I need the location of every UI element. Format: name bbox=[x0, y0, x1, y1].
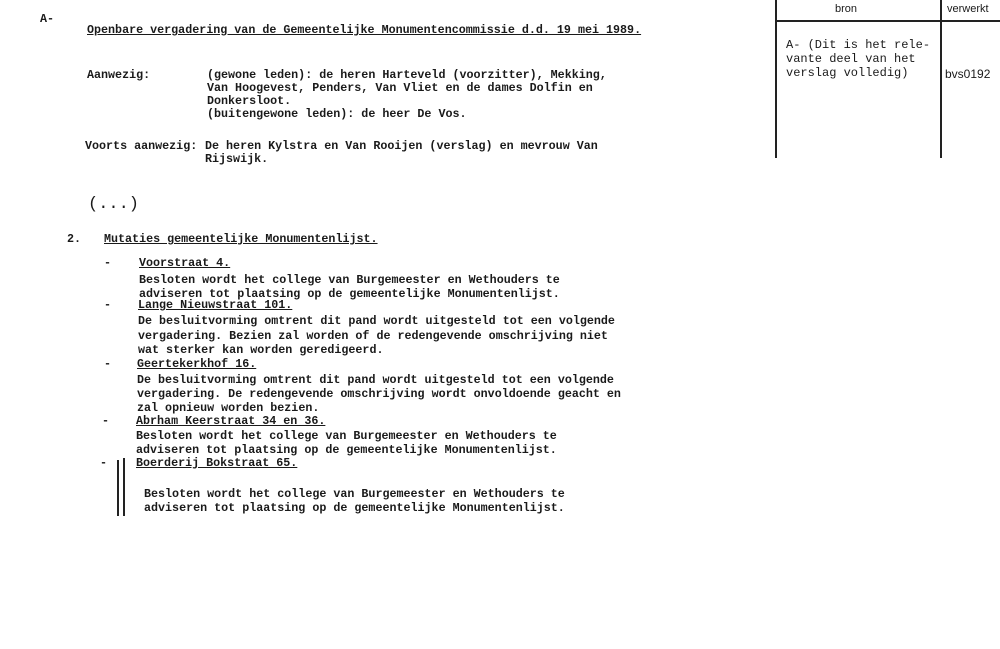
section-title: Mutaties gemeentelijke Monumentenlijst. bbox=[104, 232, 378, 246]
item-line: De besluitvorming omtrent dit pand wordt uitgesteld tot een volgende bbox=[138, 314, 615, 328]
ellipsis: (...) bbox=[88, 195, 140, 214]
bron-line: verslag volledig) bbox=[786, 66, 909, 80]
table-header-divider bbox=[775, 20, 1000, 22]
item-bullet: - bbox=[104, 357, 112, 371]
aanwezig-line: (gewone leden): de heren Harteveld (voorzitter), Mekking, bbox=[207, 68, 607, 82]
item-line: adviseren tot plaatsing op de gemeentelijke Monumentenlijst. bbox=[139, 287, 560, 301]
voorts-line: De heren Kylstra en Van Rooijen (verslag) en mevrouw Van bbox=[205, 139, 598, 153]
item-heading: Geertekerkhof 16. bbox=[137, 357, 257, 371]
margin-mark-line bbox=[123, 458, 125, 516]
voorts-label: Voorts aanwezig: bbox=[85, 139, 198, 153]
item-heading: Boerderij Bokstraat 65. bbox=[136, 456, 298, 470]
column-header-bron: bron bbox=[835, 3, 858, 15]
margin-mark-line bbox=[117, 460, 119, 516]
item-heading: Lange Nieuwstraat 101. bbox=[138, 298, 293, 312]
section-number: 2. bbox=[67, 232, 82, 246]
item-line: Besloten wordt het college van Burgemeester en Wethouders te bbox=[144, 487, 565, 501]
verwerkt-code: bvs0192 bbox=[945, 67, 991, 81]
item-bullet: - bbox=[100, 456, 108, 470]
item-heading: Abrham Keerstraat 34 en 36. bbox=[136, 414, 326, 428]
item-line: zal opnieuw worden bezien. bbox=[137, 401, 320, 415]
item-line: Besloten wordt het college van Burgemeester en Wethouders te bbox=[139, 273, 560, 287]
item-line: adviseren tot plaatsing op de gemeentelijke Monumentenlijst. bbox=[144, 501, 565, 515]
document-title: Openbare vergadering van de Gemeentelijke Monumentencommissie d.d. 19 mei 1989. bbox=[87, 23, 642, 37]
table-border bbox=[940, 0, 942, 158]
aanwezig-line: (buitengewone leden): de heer De Vos. bbox=[207, 107, 467, 121]
item-line: adviseren tot plaatsing op de gemeentelijke Monumentenlijst. bbox=[136, 443, 557, 457]
aanwezig-line: Donkersloot. bbox=[207, 94, 292, 108]
bron-line: vante deel van het bbox=[786, 52, 916, 66]
item-bullet: - bbox=[104, 298, 112, 312]
item-line: De besluitvorming omtrent dit pand wordt uitgesteld tot een volgende bbox=[137, 373, 614, 387]
item-line: vergadering. De redengevende omschrijving wordt onvoldoende geacht en bbox=[137, 387, 621, 401]
item-line: Besloten wordt het college van Burgemeester en Wethouders te bbox=[136, 429, 557, 443]
item-bullet: - bbox=[102, 414, 110, 428]
column-header-verwerkt: verwerkt bbox=[947, 3, 989, 15]
item-line: vergadering. Bezien zal worden of de redengevende omschrijving niet bbox=[138, 329, 608, 343]
aanwezig-line: Van Hoogevest, Penders, Van Vliet en de dames Dolfin en bbox=[207, 81, 593, 95]
bron-line: A- (Dit is het rele- bbox=[786, 38, 931, 52]
aanwezig-label: Aanwezig: bbox=[87, 68, 151, 82]
item-line: wat sterker kan worden geredigeerd. bbox=[138, 343, 384, 357]
item-bullet: - bbox=[104, 256, 112, 270]
voorts-line: Rijswijk. bbox=[205, 152, 269, 166]
item-heading: Voorstraat 4. bbox=[139, 256, 231, 270]
section-marker: A- bbox=[40, 12, 55, 26]
table-border bbox=[775, 0, 777, 158]
